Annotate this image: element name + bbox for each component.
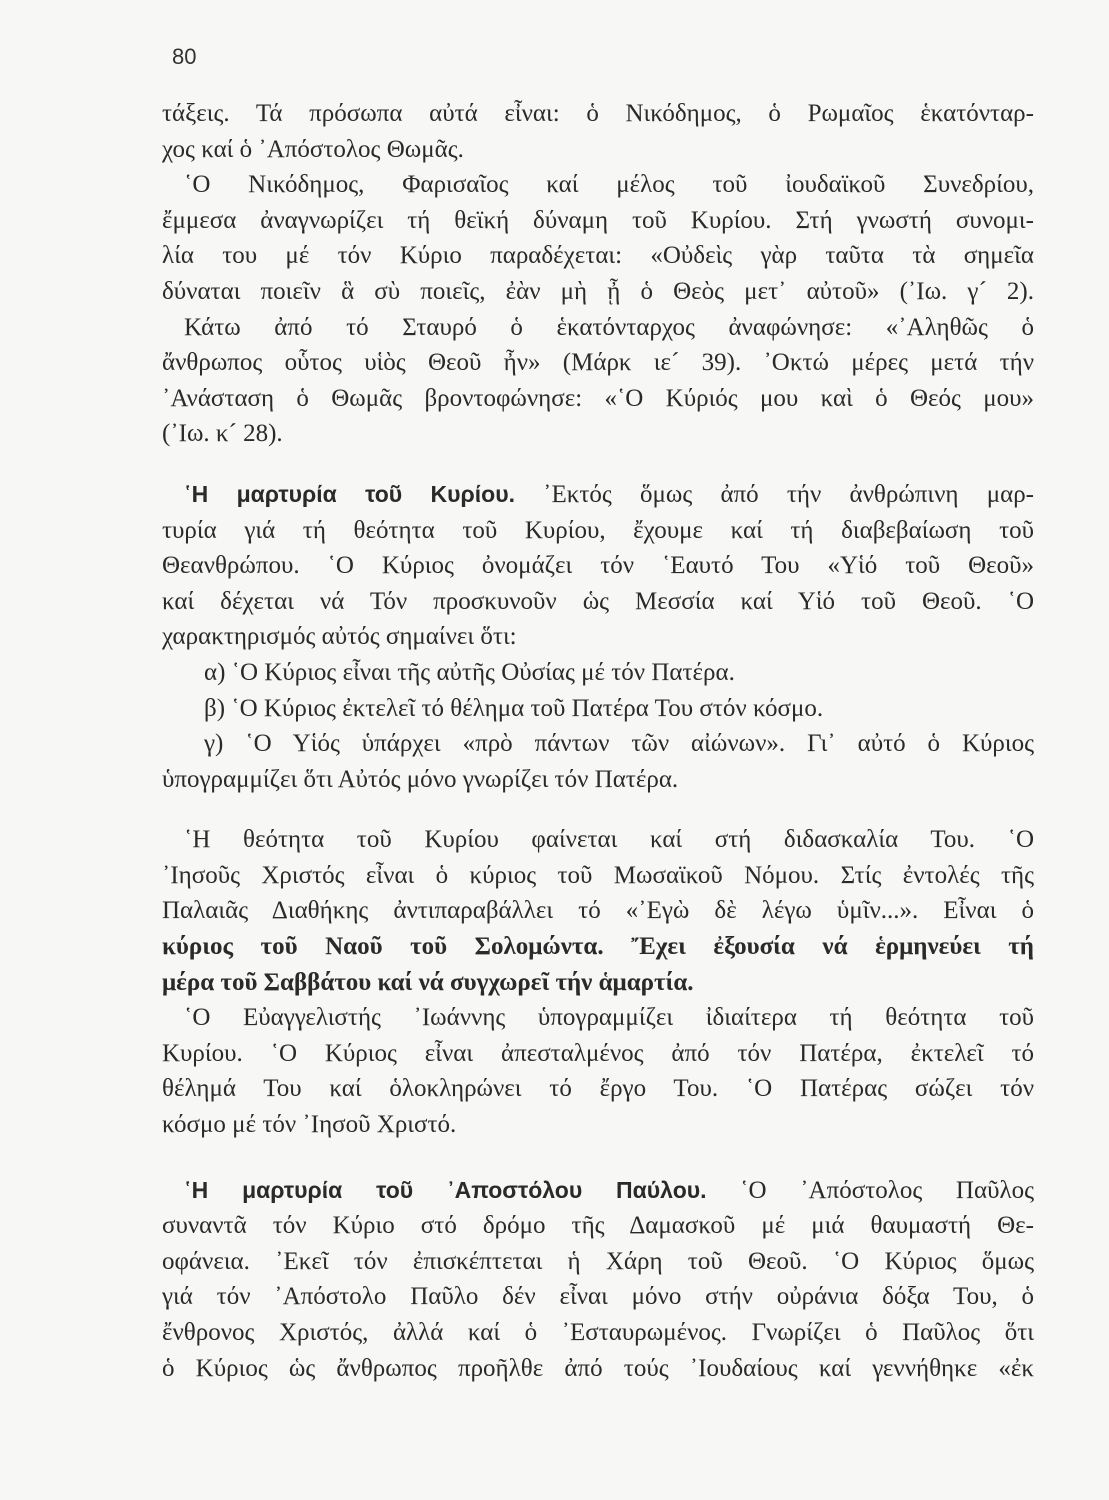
text-line: καί δέχεται νά Τόν προσκυνοῦν ὡς Μεσσία καί Υἱό τοῦ Θεοῦ. ῾Ο (162, 587, 1034, 615)
bold-run: Ἔχει ἐξουσία νά ἑρμηνεύει τή (603, 933, 1034, 961)
list-item: α) ῾Ο Κύριος εἶναι τῆς αὐτῆς Οὐσίας μέ τόν Πατέρα. (204, 658, 735, 686)
page-body (162, 96, 1034, 1386)
text-line: μέρα τοῦ Σαββάτου καί νά συγχωρεῖ τήν ἁμαρτία. (162, 968, 694, 996)
text-line: ῾Η θεότητα τοῦ Κυρίου φαίνεται καί στή διδασκαλία Του. ῾Ο (184, 826, 1034, 854)
text-line: ἄνθρωπος οὗτος υἱὸς Θεοῦ ἦν» (Μάρκ ιε´ 39). ᾿Οκτώ μέρες μετά τήν (162, 349, 1034, 377)
text-line: οφάνεια. ᾿Εκεῖ τόν ἐπισκέπτεται ἡ Χάρη τοῦ Θεοῦ. ῾Ο Κύριος ὅμως (162, 1247, 1034, 1275)
text-line: γιά τόν ᾿Απόστολο Παῦλο δέν εἶναι μόνο στήν οὐράνια δόξα Του, ὁ (162, 1283, 1034, 1311)
text-line: Παλαιᾶς Διαθήκης ἀντιπαραβάλλει τό «᾿Εγὼ δὲ λέγω ὑμῖν...». Εἶναι ὁ (162, 897, 1034, 925)
text-line: ῾Ο Νικόδημος, Φαρισαῖος καί μέλος τοῦ ἰουδαϊκοῦ Συνεδρίου, (184, 171, 1034, 199)
text-line (162, 1173, 1034, 1209)
text-line: λία του μέ τόν Κύριο παραδέχεται: «Οὐδεὶς γὰρ ταῦτα τὰ σημεῖα (162, 242, 1034, 270)
text-line: (᾿Ιω. κ´ 28). (162, 420, 283, 448)
text-line: Κυρίου. ῾Ο Κύριος εἶναι ἀπεσταλμένος ἀπό τόν Πατέρα, ἐκτελεῖ τό (162, 1039, 1034, 1067)
text-line: ᾿Ιησοῦς Χριστός εἶναι ὁ κύριος τοῦ Μωσαϊκοῦ Νόμου. Στίς ἐντολές τῆς (162, 861, 1034, 889)
text-line: ῾Ο Εὐαγγελιστής ᾿Ιωάννης ὑπογραμμίζει ἰδιαίτερα τή θεότητα τοῦ (184, 1004, 1034, 1032)
text-line: δύναται ποιεῖν ἃ σὺ ποιεῖς, ἐὰν μὴ ᾖ ὁ Θεὸς μετ᾿ αὐτοῦ» (᾿Ιω. γ´ 2). (162, 277, 1034, 305)
text-line: ᾿Ανάσταση ὁ Θωμᾶς βροντοφώνησε: «῾Ο Κύριός μου καὶ ὁ Θεός μου» (162, 384, 1034, 412)
text-line (162, 929, 1034, 965)
text-line: τυρία γιά τή θεότητα τοῦ Κυρίου, ἔχουμε καί τή διαβεβαίωση τοῦ (162, 516, 1034, 544)
text-line: ἔμμεσα ἀναγνωρίζει τή θεϊκή δύναμη τοῦ Κυρίου. Στή γνωστή συνομι- (162, 206, 1034, 234)
text-line: θέλημά Του καί ὁλοκληρώνει τό ἔργο Του. ῾Ο Πατέρας σώζει τόν (162, 1075, 1034, 1103)
text-line: Κάτω ἀπό τό Σταυρό ὁ ἑκατόνταρχος ἀναφώνησε: «᾿Αληθῶς ὁ (184, 313, 1034, 341)
list-item: γ) ῾Ο Υἱός ὑπάρχει «πρὸ πάντων τῶν αἰώνων». Γι᾿ αὐτό ὁ Κύριος (204, 730, 1034, 758)
text-line: ὑπογραμμίζει ὅτι Αὐτός μόνο γνωρίζει τόν Πατέρα. (162, 765, 679, 793)
page-number: 80 (172, 44, 197, 69)
text-line: τάξεις. Τά πρόσωπα αὐτά εἶναι: ὁ Νικόδημος, ὁ Ρωμαῖος ἑκατόνταρ- (162, 100, 1034, 127)
text-line: Θεανθρώπου. ῾Ο Κύριος ὀνομάζει τόν ῾Εαυτό Του «Υἱό τοῦ Θεοῦ» (162, 552, 1034, 580)
bold-run: κύριος τοῦ Ναοῦ τοῦ Σολομώντα. (162, 933, 604, 961)
text-line: ὁ Κύριος ὡς ἄνθρωπος προῆλθε ἀπό τούς ᾿Ιουδαίους καί γεννήθηκε «ἐκ (162, 1354, 1034, 1382)
section-heading: ῾Η μαρτυρία τοῦ ᾿Αποστόλου Παύλου. (184, 1176, 707, 1203)
text-line: συναντᾶ τόν Κύριο στό δρόμο τῆς Δαμασκοῦ μέ μιά θαυμαστή Θε- (162, 1212, 1034, 1240)
list-item: β) ῾Ο Κύριος ἐκτελεῖ τό θέλημα τοῦ Πατέρα Του στόν κόσμο. (204, 694, 824, 722)
text-line: ἔνθρονος Χριστός, ἀλλά καί ὁ ᾿Εσταυρωμένος. Γνωρίζει ὁ Παῦλος ὅτι (162, 1319, 1034, 1346)
text-line: κόσμο μέ τόν ᾿Ιησοῦ Χριστό. (162, 1111, 457, 1139)
text-line: χος καί ὁ ᾿Απόστολος Θωμᾶς. (162, 135, 464, 163)
text-run: ῾Ο ᾿Απόστολος Παῦλος (706, 1176, 1034, 1204)
section-heading: ῾Η μαρτυρία τοῦ Κυρίου. (184, 480, 515, 507)
text-line: χαρακτηρισμός αὐτός σημαίνει ὅτι: (162, 623, 517, 651)
text-line (162, 477, 1034, 513)
text-run: ᾿Εκτός ὅμως ἀπό τήν ἀνθρώπινη μαρ- (514, 480, 1034, 508)
